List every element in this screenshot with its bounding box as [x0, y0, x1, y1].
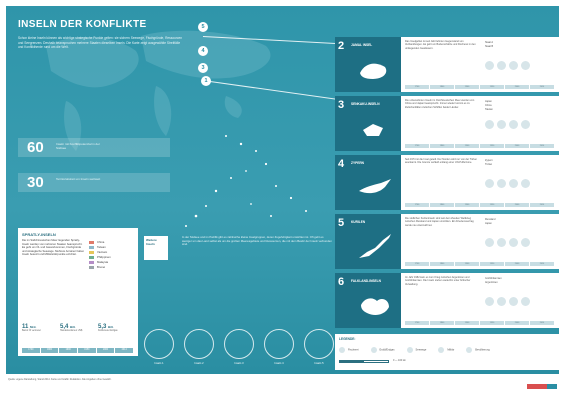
row-header [335, 273, 401, 328]
stat-unit: Bill. [108, 325, 114, 329]
legend-label: Fischerei [348, 348, 359, 352]
publisher-logo [527, 381, 557, 392]
claim-swatch [89, 261, 94, 264]
island-circle [224, 329, 254, 359]
claim-swatch [89, 251, 94, 254]
map-pin[interactable]: 5 [198, 22, 208, 32]
timeline-tick: 1800 [430, 262, 455, 266]
legend-items [339, 347, 490, 353]
timeline-tick: 1900 [455, 144, 480, 148]
timeline-tick: 1700 [405, 262, 430, 266]
legend-panel [335, 334, 559, 370]
claim-item [89, 265, 111, 270]
spratly-stat [22, 324, 52, 333]
claim-label: Philippinen [97, 255, 111, 259]
poster-title: INSELN DER KONFLIKTE [18, 19, 147, 30]
timeline-tick: 1950 [78, 348, 97, 353]
ship-icon [509, 61, 518, 70]
claim-swatch [89, 256, 94, 259]
intro-text: Schon kleine Inseln können als wichtige strategische Punkte gelten: sie sichern Seewege, Fischgründe, Ressourcen und Seegrenzen. Deshalb beanspruchen mehrere Staaten dieselben Inseln. Die Karte zeigt ausgewählte Streitfälle und Konfliktherde rund um die Welt. [18, 36, 183, 50]
island-shape [355, 230, 395, 262]
timeline-tick: 1800 [430, 144, 455, 148]
legend-label: Militär [447, 348, 455, 352]
row-header [335, 214, 401, 269]
timeline-tick: 1900 [455, 262, 480, 266]
claim-label: Japan [485, 222, 492, 225]
spratly-stat [98, 324, 128, 333]
island-shape [355, 171, 395, 203]
mid-text: In der Südsee und im Pazifik gibt es zahlreiche kleine Inselgruppen, deren Zugehörigkeit umstritten ist. Oft geht es weniger um das Land selbst als um die großen Meeresgebiete und Ressourcen, die mit dem Besitz der Inseln verbunden sind. [182, 235, 332, 247]
timeline-tick: 2014 [530, 262, 555, 266]
row-timeline [405, 321, 555, 325]
row-text: Die unbewohnten Inseln im Ostchinesischen Meer werden von China und Japan beansprucht. Immer wieder kommt es zu Zwischenfällen zwischen Schiffen beider Länder. [405, 99, 475, 109]
island-circles [144, 329, 334, 369]
row-text: Seit 1974 ist die Insel geteilt. Der Norden wird nur von der Türkei anerkannt. Die Grenze verläuft entlang einer UN-Pufferzone. [405, 158, 477, 165]
claim-label: China [97, 240, 105, 244]
military-icon [521, 61, 530, 70]
claim-label: Japan [485, 100, 492, 103]
claim-label: Argentinien [485, 281, 498, 284]
timeline-tick: 2000 [505, 85, 530, 89]
stat-unit: Bill. [70, 325, 76, 329]
timeline-tick: 2014 [530, 321, 555, 325]
spratly-title: SPRATLY-INSELN [22, 232, 56, 237]
timeline-tick: 2000 [505, 144, 530, 148]
military-icon [438, 347, 444, 353]
row-icons [485, 297, 530, 306]
stat-unit: Mrd. [30, 325, 37, 329]
row-text: Das Inselgebiet ist seit Jahrzehnten Gegenstand von Verhandlungen. Es geht um Bodenschätze und Fischerei in den umliegenden Gewässern. [405, 40, 476, 50]
row-name: ZYPERN [351, 161, 364, 165]
timeline-tick: 1700 [405, 321, 430, 325]
claim-swatch [89, 241, 94, 244]
spratly-claims [89, 240, 111, 270]
row-number: 4 [338, 158, 345, 170]
conflict-row [335, 96, 559, 151]
stat-number: 5,3 [98, 324, 107, 330]
island-shape [355, 112, 395, 144]
timeline-tick: 2000 [505, 203, 530, 207]
row-icons [485, 179, 530, 188]
island-circle [304, 329, 334, 359]
row-header [335, 96, 401, 151]
row-timeline [405, 203, 555, 207]
timeline-tick: 1800 [430, 85, 455, 89]
stat-caption: Barrel Öl vermutet [22, 330, 41, 332]
claim-label: China [485, 104, 492, 107]
row-number: 2 [338, 40, 345, 52]
fish-icon [485, 179, 494, 188]
claim-label: Malaysia [97, 260, 109, 264]
oil-icon [497, 120, 506, 129]
timeline-tick: 1950 [480, 262, 505, 266]
timeline-tick: 1800 [430, 321, 455, 325]
timeline-tick: 2000 [505, 262, 530, 266]
legend-label: Erdöl/Erdgas [379, 348, 395, 352]
fish-icon [485, 238, 494, 247]
claim-label: Staat B [485, 45, 494, 48]
oil-icon [497, 238, 506, 247]
row-name: JAMAL INSEL [351, 43, 373, 47]
row-icons [485, 61, 530, 70]
island-circle [264, 329, 294, 359]
island-shape [355, 53, 395, 85]
timeline-tick: 1700 [405, 144, 430, 148]
fish-icon [485, 120, 494, 129]
timeline-tick: 1800 [430, 203, 455, 207]
ship-icon [509, 297, 518, 306]
claim-label: Türkei [485, 163, 492, 166]
fish-icon [339, 347, 345, 353]
stat-caption: Territorialstreit um Inseln weltweit [56, 177, 101, 181]
timeline-tick: 2014 [530, 144, 555, 148]
row-timeline [405, 262, 555, 266]
spratly-timeline [22, 348, 134, 353]
row-timeline [405, 85, 555, 89]
island-circle-label: Inseln 5 [314, 362, 324, 365]
oil-icon [497, 179, 506, 188]
map-pin[interactable]: 4 [198, 46, 208, 56]
claim-label: Zypern [485, 159, 493, 162]
row-name: SENKAKU-INSELN [351, 102, 380, 106]
timeline-tick: 2000 [97, 348, 116, 353]
claim-label: Brunei [97, 265, 106, 269]
timeline-tick: 1700 [405, 85, 430, 89]
row-header [335, 37, 401, 92]
island-map [146, 116, 336, 236]
legend-item [466, 347, 489, 353]
row-timeline [405, 144, 555, 148]
timeline-tick: 1900 [455, 85, 480, 89]
timeline-tick: 1900 [59, 348, 78, 353]
row-number: 6 [338, 276, 345, 288]
claim-label: Taiwan [485, 108, 493, 111]
timeline-tick: 1950 [480, 144, 505, 148]
stat-number: 5,4 [60, 324, 69, 330]
legend-item [371, 347, 395, 353]
spratly-panel [18, 228, 138, 356]
oil-icon [497, 297, 506, 306]
legend-label: Seewege [415, 348, 427, 352]
island-circle-label: Inseln 3 [234, 362, 244, 365]
scale-bar [339, 360, 389, 363]
claim-swatch [89, 246, 94, 249]
ship-icon [509, 179, 518, 188]
oil-icon [497, 61, 506, 70]
row-icons [485, 238, 530, 247]
stat-number: 30 [27, 174, 44, 191]
row-icons [485, 120, 530, 129]
timeline-tick: 1700 [405, 203, 430, 207]
stat-caption: Kubikmeter Erdgas [98, 330, 118, 332]
row-name: KURILEN [351, 220, 366, 224]
timeline-tick: 1950 [480, 203, 505, 207]
timeline-tick: 1900 [455, 321, 480, 325]
fish-icon [485, 297, 494, 306]
timeline-tick: 1900 [455, 203, 480, 207]
legend-item [407, 347, 427, 353]
mid-panel [144, 236, 334, 296]
row-text: Im Jahr 1982 kam es zum Krieg zwischen Argentinien und Großbritannien. Die Inseln stehen weiterhin unter britischer Verwaltung. [405, 276, 471, 286]
timeline-tick: 2014 [530, 85, 555, 89]
island-circle-label: Inseln 2 [194, 362, 204, 365]
claim-label: Vietnam [97, 250, 108, 254]
military-icon [521, 120, 530, 129]
claim-label: Taiwan [97, 245, 106, 249]
claim-swatch [89, 266, 94, 269]
footer-note: Quelle: eigene Darstellung, Stand 2014. Karte und Grafik: Redaktion. Alle Angaben ohne Gewähr. [8, 378, 112, 381]
row-claims [485, 100, 493, 112]
row-number: 5 [338, 217, 345, 229]
claim-label: Russland [485, 218, 496, 221]
scale-label: 0 — 100 km [393, 359, 406, 362]
military-icon [521, 297, 530, 306]
island-circle [184, 329, 214, 359]
row-claims [485, 218, 495, 226]
spratly-text: Die im Südchinesischen Meer liegenden Spratly-Inseln werden von mehreren Staaten beansprucht. Es geht um Öl- und Gasvorkommen, Fischgründe und strategische Seewege. Mehrere Anrainer haben Inseln besetzt und Militärstützpunkte errichtet. [22, 239, 85, 257]
military-icon [521, 179, 530, 188]
mid-label: Weitere Inseln [144, 236, 168, 260]
people-icon [466, 347, 472, 353]
island-circle [144, 329, 174, 359]
timeline-tick: 2014 [530, 203, 555, 207]
timeline-tick: 1950 [480, 321, 505, 325]
map-pin[interactable]: 1 [201, 76, 211, 86]
timeline-tick: 2014 [115, 348, 134, 353]
stat-caption: Handelsvolumen US$ [60, 330, 83, 332]
military-icon [521, 238, 530, 247]
row-claims [485, 41, 493, 49]
island-shape [355, 289, 395, 321]
legend-label: Bevölkerung [475, 348, 490, 352]
stat-number: 60 [27, 139, 44, 156]
stat-number: 11 [22, 324, 29, 330]
conflict-row [335, 155, 559, 210]
map-pin[interactable]: 3 [198, 63, 208, 73]
conflict-row [335, 214, 559, 269]
ship-icon [509, 120, 518, 129]
row-text: Die südlichen Kurileninseln sind seit dem Zweiten Weltkrieg zwischen Russland und Japan umstritten. Ein Friedensvertrag wurde nie unterzeichnet. [405, 217, 474, 227]
row-claims [485, 159, 493, 167]
timeline-tick: 2000 [505, 321, 530, 325]
row-name: FALKLAND-INSELN [351, 279, 381, 283]
claim-label: Großbritannien [485, 277, 502, 280]
claim-label: Staat A [485, 41, 494, 44]
timeline-tick: 1950 [480, 85, 505, 89]
island-circle-label: Inseln 4 [274, 362, 284, 365]
legend-title: LEGENDE: [339, 337, 356, 341]
fish-icon [485, 61, 494, 70]
conflict-row [335, 37, 559, 92]
ship-icon [407, 347, 413, 353]
timeline-tick: 1700 [22, 348, 41, 353]
oil-icon [371, 347, 377, 353]
timeline-tick: 1800 [41, 348, 60, 353]
conflict-row [335, 273, 559, 328]
island-circle-label: Inseln 1 [154, 362, 164, 365]
spratly-stat [60, 324, 90, 333]
ship-icon [509, 238, 518, 247]
infographic-poster [6, 6, 559, 374]
row-number: 3 [338, 99, 345, 111]
row-header [335, 155, 401, 210]
legend-item [339, 347, 359, 353]
stat-caption: Inseln mit Konfliktpotenzial in der Südsee [56, 142, 100, 150]
row-claims [485, 277, 502, 285]
legend-item [438, 347, 454, 353]
